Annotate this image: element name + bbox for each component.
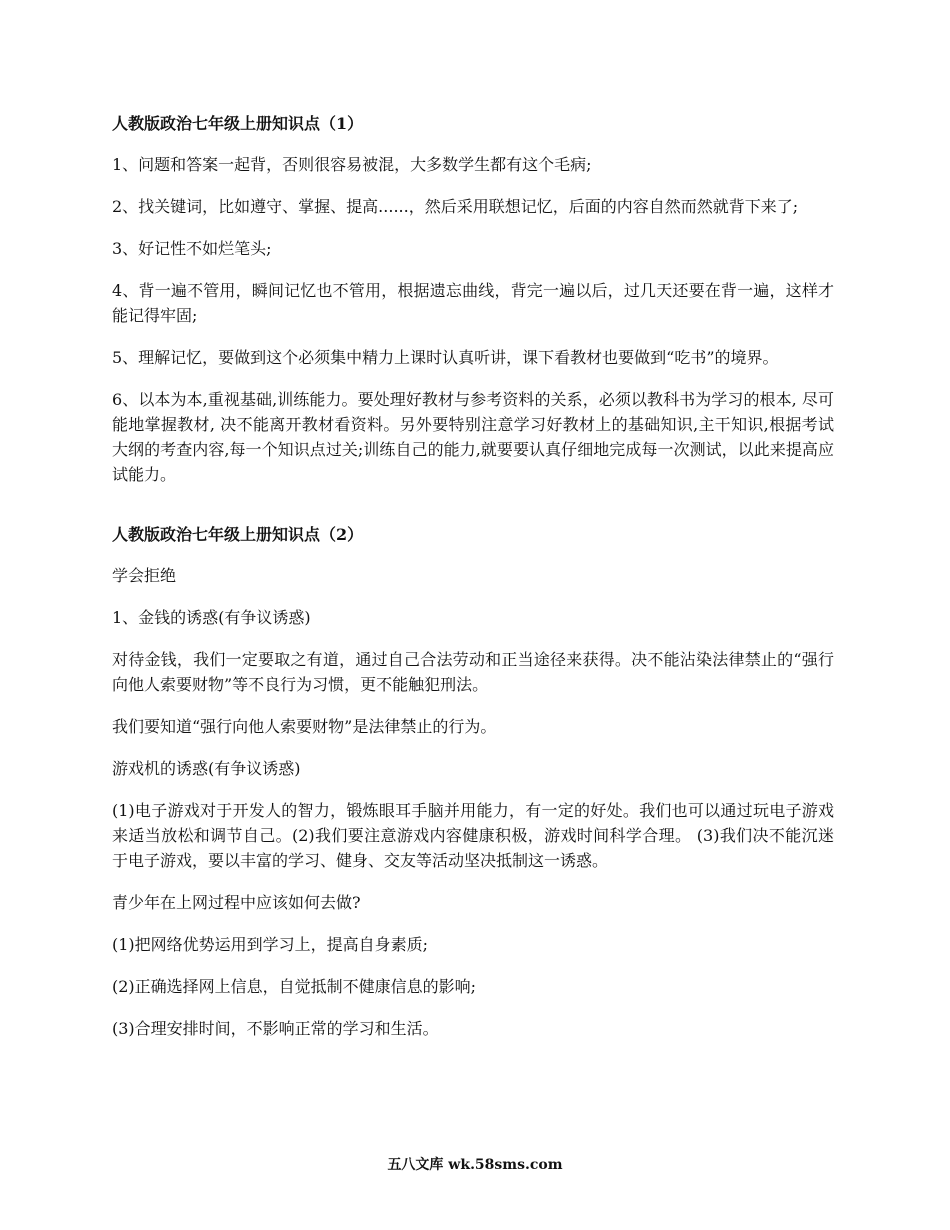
section-2-item-5: (1)电子游戏对于开发人的智力，锻炼眼耳手脑并用能力，有一定的好处。我们也可以通过玩电子游戏来适当放松和调节自己。(2)我们要注意游戏内容健康积极，游戏时间科学合理。 (3)我们决不能沉迷于电子游戏，要以丰富的学习、健身、交友等活动坚决抵制这一诱惑。	[112, 801, 834, 870]
section-1-item-5: 5、理解记忆，要做到这个必须集中精力上课时认真听讲，课下看教材也要做到“吃书”的境界。	[112, 348, 779, 367]
section-1-item-4: 4、背一遍不管用，瞬间记忆也不管用，根据遗忘曲线，背完一遍以后，过几天还要在背一遍，这样才能记得牢固;	[112, 281, 834, 325]
section-2-item-4: 游戏机的诱惑(有争议诱惑)	[112, 759, 301, 778]
section-1-item-1: 1、问题和答案一起背，否则很容易被混，大多数学生都有这个毛病;	[112, 155, 592, 174]
section-2-item-7: (1)把网络优势运用到学习上，提高自身素质;	[112, 935, 429, 954]
section-1-item-3: 3、好记性不如烂笔头;	[112, 239, 272, 258]
section-2-item-6: 青少年在上网过程中应该如何去做?	[112, 893, 361, 912]
section-2-item-9: (3)合理安排时间，不影响正常的学习和生活。	[112, 1019, 439, 1038]
section-2-heading: 人教版政治七年级上册知识点（2）	[112, 525, 364, 544]
section-1-item-6: 6、以本为本,重视基础,训练能力。要处理好教材与参考资料的关系，必须以教科书为学习的根本, 尽可能地掌握教材, 决不能离开教材看资料。另外要特别注意学习好教材上的基础知识,主干知识,根据考试大纲的考查内容,每一个知识点过关;训练自己的能力,就要要认真仔细地完成每一次测试，以此来提高应试能力。	[112, 390, 834, 484]
section-2-item-2: 对待金钱，我们一定要取之有道，通过自己合法劳动和正当途径来获得。决不能沾染法律禁止的“强行向他人索要财物”等不良行为习惯，更不能触犯刑法。	[112, 650, 834, 694]
section-2-item-3: 我们要知道“强行向他人索要财物”是法律禁止的行为。	[112, 717, 497, 736]
section-1-heading: 人教版政治七年级上册知识点（1）	[112, 114, 364, 133]
section-2-item-1: 1、金钱的诱惑(有争议诱惑)	[112, 608, 311, 627]
document-page	[112, 112, 834, 1058]
section-1-item-2: 2、找关键词，比如遵守、掌握、提高......，然后采用联想记忆，后面的内容自然而然就背下来了;	[112, 197, 799, 216]
section-2-item-8: (2)正确选择网上信息，自觉抵制不健康信息的影响;	[112, 977, 477, 996]
footer-watermark: 五八文库 wk.58sms.com	[387, 1157, 563, 1173]
section-2-subtitle: 学会拒绝	[112, 566, 177, 585]
